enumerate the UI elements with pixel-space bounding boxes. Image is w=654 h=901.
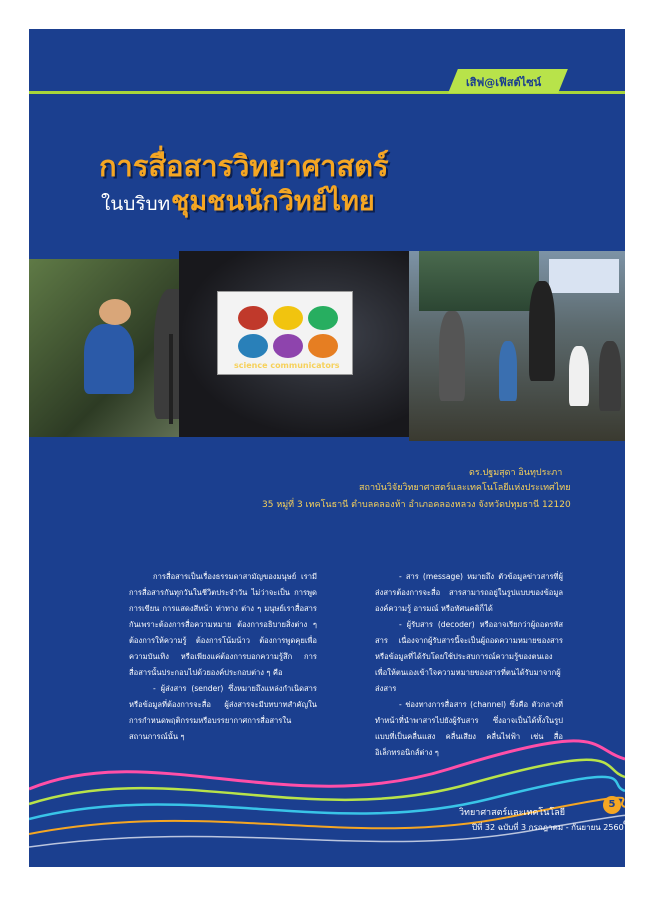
paragraph: - ผู้ส่งสาร (sender) ซึ่งหมายถึงแหล่งกำเนิดสารหรือข้อมูลที่ต้องการจะสื่อ ผู้ส่งสารจะมีบทบาทสำคัญในการกำหนดพฤติกรรมหรือบรรยากาศการสื่อสารในสถานการณ์นั้น ๆ xyxy=(129,684,317,741)
article-subtitle-prefix: ในบริบท xyxy=(101,193,171,215)
paragraph: การสื่อสารเป็นเรื่องธรรมดาสามัญของมนุษย์ เรามีการสื่อสารกันทุกวันในชีวิตประจำวัน ไม่ว่าจะเป็น การพูด การเขียน การแสดงสีหน้า ท่าทาง ต่าง ๆ มนุษย์เราสื่อสารกันเพราะต้องการสื่อความหมาย ต้องการอธิบายสิ่งต่าง ๆ ต้องการให้ความรู้ ต้องการโน้มน้าว ต้องการพูดคุยเพื่อความบันเทิง หรือเพียงแค่ต้องการบอกความรู้สึก การสื่อสารนั้นประกอบไปด้วยองค์ประกอบต่าง ๆ คือ xyxy=(129,572,317,677)
screen-caption: science communicators xyxy=(234,361,340,370)
article-subtitle: ชุมชนนักวิทย์ไทย xyxy=(171,186,375,217)
author-name: ดร.ปฐมสุดา อินทุประภา xyxy=(469,468,563,478)
magazine-name: วิทยาศาสตร์และเทคโนโลยี xyxy=(459,808,566,818)
outdoor-event-photo xyxy=(409,251,625,441)
magazine-page xyxy=(29,29,625,867)
paragraph: - ช่องทางการสื่อสาร (channel) ซึ่งคือ ตัวกลางที่ทำหน้าที่นำพาสารไปยังผู้รับสาร ซึ่งอาจเป็นได้ทั้งในรูปแบบที่เป็นคลื่นแสง คลื่นเสียง คลื่นไฟฟ้า เช่น สื่ออิเล็กทรอนิกส์ต่าง ๆ xyxy=(375,700,563,757)
article-title: การสื่อสารวิทยาศาสตร์ xyxy=(99,149,389,183)
author-institution: สถาบันวิจัยวิทยาศาสตร์และเทคโนโลยีแห่งประเทศไทย xyxy=(359,483,571,493)
photo-collage xyxy=(29,251,625,451)
decorative-swoosh xyxy=(29,729,625,867)
paragraph: - สาร (message) หมายถึง ตัวข้อมูลข่าวสารที่ผู้ส่งสารต้องการจะสื่อ สารสามารถอยู่ในรูปแบบของข้อมูล องค์ความรู้ อารมณ์ หรือทัศนคติก็ได้ xyxy=(375,572,563,613)
section-tag: เสิฟ@เฟิสต์ไซน์ xyxy=(466,76,542,89)
paragraph: - ผู้รับสาร (decoder) หรืออาจเรียกว่าผู้ถอดรหัสสาร เนื่องจากผู้รับสารนี้จะเป็นผู้ถอดความหมายของสารหรือข้อมูลที่ได้รับโดยใช้ประสบการณ์ความรู้ของตนเอง เพื่อให้ตนเองเข้าใจความหมายของสารที่ตนได้รับมาจากผู้ส่งสาร xyxy=(375,620,563,693)
issue-info: ปีที่ 32 ฉบับที่ 3 กรกฎาคม - กันยายน 2560 xyxy=(472,823,624,832)
page-number: 5 xyxy=(603,796,621,814)
body-column-left xyxy=(129,569,317,745)
author-address: 35 หมู่ที่ 3 เทคโนธานี ตำบลคลองห้า อำเภอคลองหลวง จังหวัดปทุมธานี 12120 xyxy=(262,500,571,510)
